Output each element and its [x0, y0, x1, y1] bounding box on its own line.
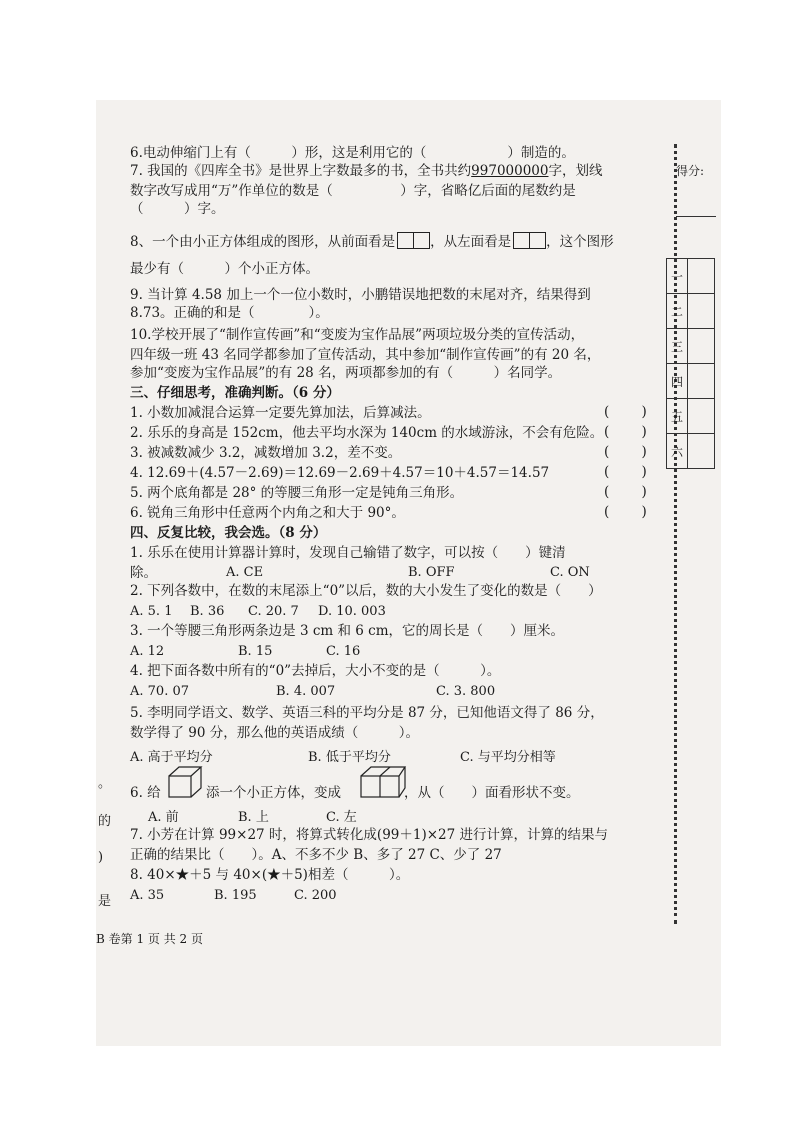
judge-1-answer: ( )	[604, 404, 661, 420]
score-row: 一	[667, 259, 715, 294]
option: B. 36	[190, 604, 225, 619]
question-6: 6.电动伸缩门上有（ ）形，这是利用它的（ ）制造的。	[130, 145, 575, 161]
option: C. 3. 800	[436, 684, 496, 699]
choice-2: 2. 下列各数中，在数的末尾添上“0”以后，数的大小发生了变化的数是（ ）	[130, 583, 602, 599]
score-cell[interactable]	[688, 399, 715, 434]
option: B. 4. 007	[276, 684, 336, 699]
margin-fragment: 。	[98, 776, 112, 791]
option: A. 35	[130, 888, 165, 903]
option: A. 前	[148, 810, 179, 825]
option: C. 16	[326, 644, 361, 659]
score-label: 得分:	[676, 164, 705, 178]
option: B. 15	[238, 644, 273, 659]
judge-6: 6. 锐角三角形中任意两个内角之和大于 90°。	[130, 505, 405, 521]
choice-1-line-1: 1. 乐乐在使用计算器计算时，发现自己输错了数字，可以按（ ）键清	[130, 545, 566, 561]
two-cube-figure	[358, 764, 408, 800]
question-8-line-2: 最少有（ ）个小正方体。	[130, 261, 319, 277]
score-cell[interactable]	[688, 364, 715, 399]
margin-fragment: )	[98, 850, 104, 865]
score-row: 四	[667, 364, 715, 399]
question-10-line-3: 参加“变废为宝作品展”的有 28 名，两项都参加的有（ ）名同学。	[130, 365, 562, 381]
option: D. 10. 003	[318, 604, 386, 619]
judge-1: 1. 小数加减混合运算一定要先算加法，后算减法。	[130, 405, 431, 421]
choice-8: 8. 40×★＋5 与 40×(★＋5)相差（ ）。	[130, 867, 410, 883]
question-10-line-1: 10.学校开展了“制作宣传画”和“变废为宝作品展”两项垃圾分类的宣传活动，	[130, 327, 585, 343]
option: A. 5. 1	[130, 604, 173, 619]
question-10-line-2: 四年级一班 43 名同学都参加了宣传活动，其中参加“制作宣传画”的有 20 名，	[130, 347, 601, 363]
judge-2: 2. 乐乐的身高是 152cm，他去平均水深为 140cm 的水域游泳，不会有危险。	[130, 425, 604, 441]
exam-page	[96, 100, 721, 1046]
score-table	[666, 258, 715, 469]
judge-3-answer: ( )	[604, 444, 661, 460]
question-7-line-1: 7. 我国的《四库全书》是世界上字数最多的书，全书共约997000000字，划线	[130, 163, 603, 179]
choice-4: 4. 把下面各数中所有的“0”去掉后，大小不变的是（ ）。	[130, 663, 501, 679]
option: C. ON	[550, 565, 590, 580]
judge-4: 4. 12.69＋(4.57－2.69)＝12.69－2.69＋4.57＝10＋4.57＝14.57	[130, 465, 550, 481]
choice-1-line-2: 除。	[130, 565, 157, 581]
choice-7-line-1: 7. 小芳在计算 99×27 时，将算式转化成(99＋1)×27 进行计算，计算的结果与	[130, 827, 609, 843]
choice-5-line-2: 数学得了 90 分，那么他的英语成绩（ ）。	[130, 725, 420, 741]
left-view-squares	[513, 232, 544, 254]
section-3-heading: 三、仔细思考，准确判断。（6 分）	[130, 385, 340, 401]
front-view-squares	[397, 232, 428, 254]
score-cell[interactable]	[688, 259, 715, 294]
option: C. 200	[294, 888, 337, 903]
option: A. 70. 07	[130, 684, 190, 699]
choice-3: 3. 一个等腰三角形两条边是 3 cm 和 6 cm，它的周长是（ ）厘米。	[130, 623, 565, 639]
margin-fragment: 的	[98, 814, 112, 829]
score-row: 二	[667, 294, 715, 329]
option: C. 20. 7	[248, 604, 299, 619]
option: C. 与平均分相等	[460, 750, 556, 765]
section-4-heading: 四、反复比较，我会选。（8 分）	[130, 525, 327, 541]
choice-7-line-2: 正确的结果比（ ）。A、不多不少 B、多了 27 C、少了 27	[130, 847, 502, 863]
option: B. 低于平均分	[308, 750, 391, 765]
score-row: 五	[667, 399, 715, 434]
margin-fragment: 是	[98, 894, 112, 909]
question-9-line-2: 8.73。正确的和是（ ）。	[130, 305, 329, 321]
choice-5-line-1: 5. 李明同学语文、数学、英语三科的平均分是 87 分，已知他语文得了 86 分，	[130, 705, 604, 721]
score-cell[interactable]	[688, 434, 715, 469]
question-7-line-3: （ ）字。	[130, 201, 225, 217]
judge-2-answer: ( )	[604, 424, 661, 440]
judge-4-answer: ( )	[604, 464, 661, 480]
judge-6-answer: ( )	[604, 504, 661, 520]
score-row: 六	[667, 434, 715, 469]
score-cell[interactable]	[688, 329, 715, 364]
single-cube-figure	[166, 764, 206, 800]
question-8-line-1: 8、一个由小正方体组成的图形，从前面看是 ，从左面看是 ，这个图形	[130, 232, 614, 254]
choice-6-end: ，从（ ）面看形状不变。	[404, 785, 580, 801]
choice-6-middle: 添一个小正方体，变成	[206, 785, 341, 801]
underlined-number: 997000000	[471, 163, 549, 179]
score-cell[interactable]	[688, 294, 715, 329]
choice-6-label: 6. 给	[130, 785, 161, 801]
judge-5: 5. 两个底角都是 28° 的等腰三角形一定是钝角三角形。	[130, 485, 464, 501]
option: A. CE	[226, 565, 264, 580]
question-9-line-1: 9. 当计算 4.58 加上一个一位小数时，小鹏错误地把数的末尾对齐，结果得到	[130, 287, 591, 303]
page-footer: B 卷第 1 页 共 2 页	[96, 932, 203, 946]
judge-3: 3. 被减数减少 3.2，减数增加 3.2，差不变。	[130, 445, 402, 461]
score-row: 三	[667, 329, 715, 364]
question-7-line-2: 数字改写成用“万”作单位的数是（ ）字，省略亿后面的尾数约是	[130, 183, 576, 199]
score-blank-line	[676, 216, 716, 217]
option: B. 上	[238, 810, 269, 825]
judge-5-answer: ( )	[604, 484, 661, 500]
option: B. OFF	[408, 565, 455, 580]
option: A. 12	[130, 644, 165, 659]
option: B. 195	[214, 888, 257, 903]
option: C. 左	[326, 810, 357, 825]
option: A. 高于平均分	[130, 750, 213, 765]
